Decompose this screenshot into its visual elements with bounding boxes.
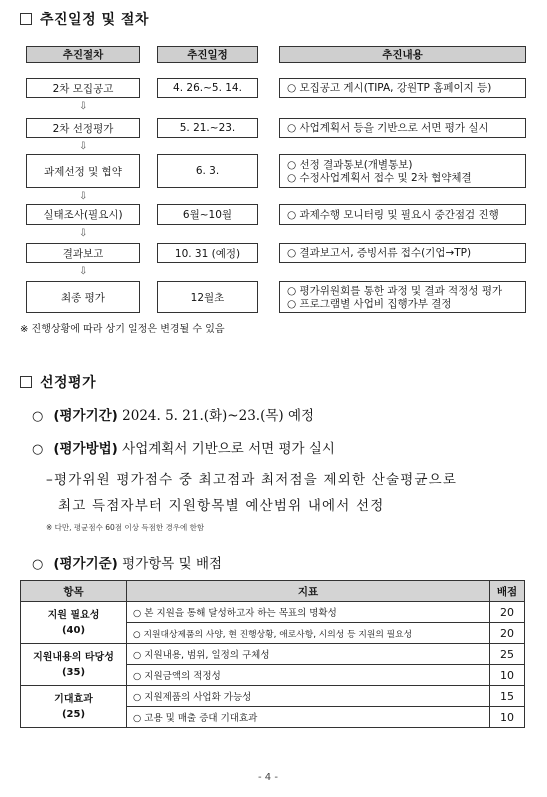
schedule-note: ※ 진행상황에 따라 상기 일정은 변경될 수 있음 [20,324,225,335]
bullet-circle-icon: ○ [32,442,44,457]
table-row [21,686,525,707]
schedule-step: 최종 평가 [26,281,140,313]
content-line: ○ 사업계획서 등을 기반으로 서면 평가 실시 [287,122,489,134]
column-header-indicator: 지표 [127,581,490,602]
schedule-date: 12월초 [157,281,258,313]
method-footnote: ※ 다만, 평균점수 60점 이상 득점한 경우에 한함 [46,523,205,532]
down-arrow-icon: ⇩ [79,191,88,202]
header-content: 추진내용 [279,46,526,63]
method-label: (평가방법) [53,441,118,457]
schedule-content [279,243,526,263]
evaluation-period [32,404,314,424]
table-header-row [21,581,525,602]
content-line: ○ 수정사업계획서 접수 및 2차 협약체결 [287,171,472,184]
down-arrow-icon: ⇩ [79,101,88,112]
schedule-date: 6월~10월 [157,204,258,225]
method-detail-1: –평가위원 평가점수 중 최고점과 최저점을 제외한 산술평균으로 [46,472,458,488]
schedule-step: 과제선정 및 협약 [26,154,140,188]
content-line: ○ 평가위원회를 통한 과정 및 결과 적정성 평가 [287,284,503,297]
criteria-indicator: ○ 지원금액의 적정성 [127,665,490,686]
period-text: 2024. 5. 21.(화)~23.(목) 예정 [122,408,315,424]
item-name: 지원 필요성 [47,609,100,621]
schedule-step: 2차 모집공고 [26,78,140,98]
header-date: 추진일정 [157,46,258,63]
method-detail-2: 최고 득점자부터 지원항목별 예산범위 내에서 선정 [58,498,385,514]
checkbox-square-icon [20,13,32,25]
criteria-indicator: ○ 고용 및 매출 증대 기대효과 [127,707,490,728]
item-points: (40) [61,624,86,636]
table-row [21,644,525,665]
schedule-content [279,78,526,98]
section-title-text: 추진일정 및 절차 [40,12,149,28]
criteria-indicator: ○ 지원대상제품의 사양, 현 진행상황, 애로사항, 시의성 등 지원의 필요성 [127,623,490,644]
evaluation-method [32,437,335,457]
criteria-score: 25 [490,644,525,665]
item-name: 지원내용의 타당성 [33,651,114,663]
schedule-date: 6. 3. [157,154,258,188]
down-arrow-icon: ⇩ [79,228,88,239]
criteria-score: 10 [490,665,525,686]
schedule-content [279,281,526,313]
criteria-item [21,686,127,728]
item-points: (25) [61,708,86,720]
content-line: ○ 선정 결과통보(개별통보) [287,158,413,171]
content-line: ○ 결과보고서, 증빙서류 접수(기업→TP) [287,247,472,259]
schedule-step: 2차 선정평가 [26,118,140,138]
schedule-step: 실태조사(필요시) [26,204,140,225]
bullet-circle-icon: ○ [32,409,44,424]
header-step: 추진절차 [26,46,140,63]
down-arrow-icon: ⇩ [79,266,88,277]
period-label: (평가기간) [53,408,118,424]
section-title-text: 선정평가 [40,375,97,391]
section-title-schedule [20,9,149,29]
content-line: ○ 프로그램별 사업비 집행가부 결정 [287,297,452,310]
criteria-score: 20 [490,602,525,623]
criteria-item [21,644,127,686]
section-title-evaluation [20,372,96,392]
schedule-content [279,154,526,188]
column-header-score: 배점 [490,581,525,602]
criteria-indicator: ○ 본 지원을 통해 달성하고자 하는 목표의 명확성 [127,602,490,623]
bullet-circle-icon: ○ [32,557,44,572]
schedule-date: 4. 26.~5. 14. [157,78,258,98]
criteria-label: (평가기준) [53,556,118,572]
schedule-date: 10. 31 (예정) [157,243,258,263]
table-row [21,602,525,623]
method-text: 사업계획서 기반으로 서면 평가 실시 [122,441,335,457]
schedule-content [279,204,526,225]
criteria-item [21,602,127,644]
schedule-content [279,118,526,138]
evaluation-criteria [32,552,222,572]
schedule-date: 5. 21.~23. [157,118,258,138]
criteria-score: 10 [490,707,525,728]
content-line: ○ 과제수행 모니터링 및 필요시 중간점검 진행 [287,208,499,221]
criteria-score: 20 [490,623,525,644]
content-line: ○ 모집공고 게시(TIPA, 강원TP 홈페이지 등) [287,82,492,94]
checkbox-square-icon [20,376,32,388]
criteria-indicator: ○ 지원제품의 사업화 가능성 [127,686,490,707]
criteria-text: 평가항목 및 배점 [122,556,223,572]
down-arrow-icon: ⇩ [79,141,88,152]
criteria-indicator: ○ 지원내용, 범위, 일정의 구체성 [127,644,490,665]
column-header-item: 항목 [21,581,127,602]
page-number: - 4 - [258,772,278,783]
item-points: (35) [61,666,86,678]
criteria-table [20,580,525,728]
schedule-step: 결과보고 [26,243,140,263]
criteria-score: 15 [490,686,525,707]
item-name: 기대효과 [54,693,93,705]
